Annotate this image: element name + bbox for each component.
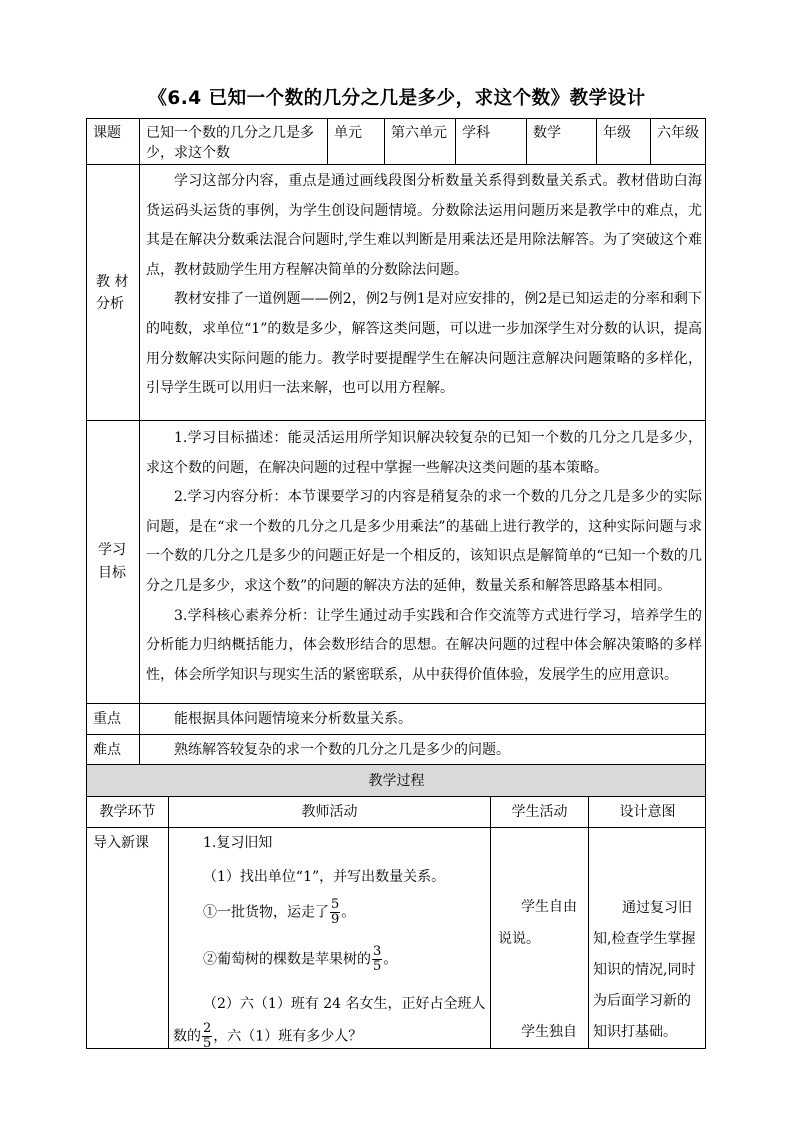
difficulty-label: 难点 — [86, 734, 139, 764]
topic-value: 已知一个数的几分之几是多少，求这个数 — [139, 118, 327, 164]
column-teacher: 教师活动 — [168, 796, 490, 827]
intent-line-2: 知,检查学生掌握 — [593, 931, 696, 947]
student-line-2: 说说。 — [498, 931, 540, 947]
fraction-5-9: $\frac{5}{9}$ — [331, 897, 340, 927]
grade-value: 六年级 — [650, 118, 706, 164]
teacher-line-6: 数的 $\frac{2}{5}$ ，六（1）班有多少人？ — [173, 1021, 363, 1051]
intent-line-1: 通过复习旧 — [622, 900, 692, 916]
difficulty-text: 熟练解答较复杂的求一个数的几分之几是多少的问题。 — [139, 734, 706, 764]
teacher-line-5: （2）六（1）班有 24 名女生，正好占全班人 — [203, 996, 486, 1012]
intent-line-4: 为后面学习新的 — [593, 993, 691, 1009]
key-point-text: 能根据具体问题情境来分析数量关系。 — [139, 703, 706, 734]
document-title: 《6.4 已知一个数的几分之几是多少，求这个数》教学设计 — [148, 88, 646, 109]
intent-cell — [588, 827, 706, 1049]
topic-label: 课题 — [86, 118, 139, 164]
intent-line-3: 知识的情况,同时 — [593, 962, 696, 978]
teacher-activity-cell — [168, 827, 490, 1049]
objectives-label: 学习目标 — [98, 542, 126, 581]
teacher-line-4: ②葡萄树的棵数是苹果树的 $\frac{3}{5}$ 。 — [203, 944, 398, 974]
teacher-line-2: （1）找出单位“1”，并写出数量关系。 — [203, 869, 446, 885]
unit-value: 第六单元 — [384, 118, 455, 164]
analysis-content — [139, 164, 706, 420]
analysis-label: 教 材 分析 — [96, 273, 129, 312]
objectives-paragraph-2: 2.学习内容分析：本节课要学习的内容是稍复杂的求一个数的几分之几是多少的实际问题，是在“求一个数的几分之几是多少用乘法”的基础上进行教学的，这种实际问题与求一个数的几分之几是多少的问题正好是一个相反的，该知识点是解简单的“已知一个数的几分之几是多少，求这个数”的问题的解决方法的延伸，数量关系和解答思路基本相同。 — [146, 489, 702, 594]
subject-label: 学科 — [455, 118, 526, 164]
column-student: 学生活动 — [490, 796, 588, 827]
analysis-paragraph-2: 教材安排了一道例题——例2，例2与例1是对应安排的，例2是已知运走的分率和剩下的吨数，求单位“1”的数是多少，解答这类问题，可以进一步加深学生对分数的认识，提高用分数解决实际问题的能力。教学时要提醒学生在解决问题注意解决问题策略的多样化，引导学生既可以用归一法来解，也可以用方程解。 — [146, 291, 702, 397]
objectives-label-cell — [86, 420, 139, 703]
teacher-line-3: ①一批货物，运走了 $\frac{5}{9}$ 。 — [203, 897, 356, 927]
student-line-1: 学生自由 — [521, 899, 577, 915]
grade-label: 年级 — [596, 118, 650, 164]
lesson-plan-table — [86, 118, 706, 1051]
analysis-paragraph-1: 学习这部分内容，重点是通过画线段图分析数量关系得到数量关系式。教材借助白海货运码头运货的事例，为学生创设问题情境。分数除法运用问题历来是教学中的难点，尤其是在解决分数乘法混合问题时,学生难以判断是用乘法还是用除法解答。为了突破这个难点，教材鼓励学生用方程解决简单的分数除法问题。 — [146, 173, 702, 278]
fraction-2-5: $\frac{2}{5}$ — [203, 1021, 212, 1051]
subject-value: 数学 — [526, 118, 596, 164]
student-line-3: 学生独自 — [521, 1024, 577, 1040]
intent-line-5: 知识打基础。 — [593, 1024, 677, 1040]
stage-label: 导入新课 — [93, 835, 149, 851]
stage-cell — [86, 827, 168, 1049]
student-activity-cell — [490, 827, 588, 1049]
fraction-3-5: $\frac{3}{5}$ — [373, 944, 382, 974]
process-title: 教学过程 — [86, 764, 706, 796]
teacher-line-1: 1.复习旧知 — [203, 835, 273, 851]
objectives-paragraph-3: 3.学科核心素养分析：让学生通过动手实践和合作交流等方式进行学习，培养学生的分析能力归纳概括能力，体会数形结合的思想。在解决问题的过程中体会解决策略的多样性，体会所学知识与现实生活的紧密联系，从中获得价值体验，发展学生的应用意识。 — [146, 607, 702, 683]
objectives-paragraph-1: 1.学习目标描述：能灵活运用所学知识解决较复杂的已知一个数的几分之几是多少，求这个数的问题，在解决问题的过程中掌握一些解决这类问题的基本策略。 — [146, 430, 702, 476]
objectives-content — [139, 420, 706, 703]
key-point-label: 重点 — [86, 703, 139, 734]
analysis-label-cell — [86, 164, 139, 420]
column-intent: 设计意图 — [588, 796, 706, 827]
unit-label: 单元 — [327, 118, 384, 164]
column-stage: 教学环节 — [86, 796, 168, 827]
